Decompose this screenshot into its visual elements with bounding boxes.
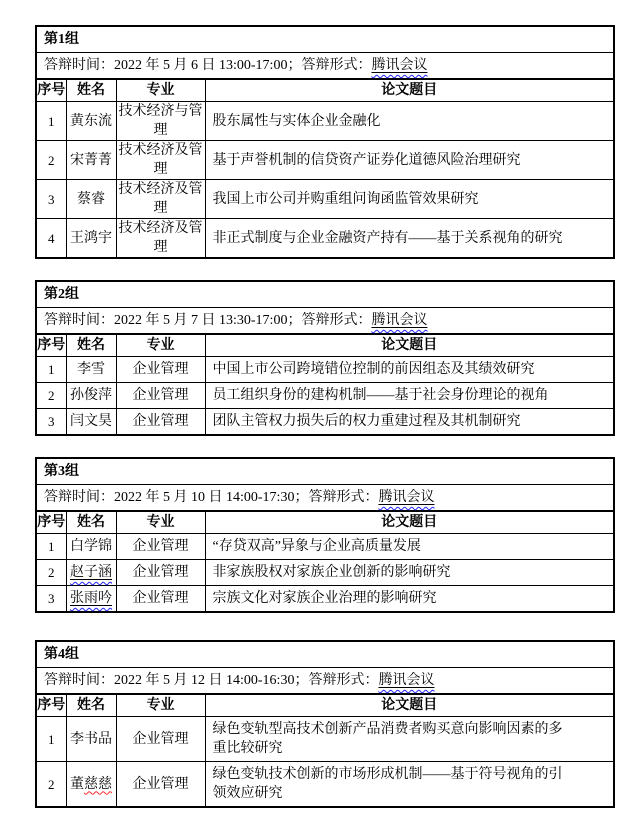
student-name-cell <box>66 180 116 219</box>
major-cell: 技术经济及管理 <box>116 180 205 219</box>
column-header-name: 姓名 <box>66 694 116 717</box>
row-number-cell: 1 <box>36 102 66 141</box>
group-2-table <box>35 280 615 436</box>
row-number-cell: 4 <box>36 219 66 259</box>
table-row <box>36 586 614 613</box>
column-header-row <box>36 511 614 534</box>
student-name: 董 <box>70 776 84 792</box>
defense-time-text: 答辩时间：2022 年 5 月 10 日 14:00-17:30；答辩形式： <box>44 490 379 505</box>
student-name-cell <box>66 383 116 409</box>
thesis-title-cell <box>205 409 614 436</box>
row-number-cell: 1 <box>36 534 66 560</box>
column-header-major: 专业 <box>116 694 205 717</box>
student-name-cell <box>66 219 116 259</box>
student-name: 黄东流 <box>70 113 112 129</box>
student-name-cell <box>66 141 116 180</box>
column-header-name: 姓名 <box>66 334 116 357</box>
column-header-thesis: 论文题目 <box>205 79 614 102</box>
defense-time-text: 答辩时间：2022 年 5 月 12 日 14:00-16:30；答辩形式： <box>44 673 379 688</box>
thesis-title-cell <box>205 219 614 259</box>
table-row <box>36 560 614 586</box>
table-row <box>36 762 614 808</box>
defense-time-row <box>36 485 614 512</box>
defense-time-row <box>36 668 614 695</box>
student-name: 慈慈 <box>84 776 112 792</box>
student-name-cell <box>66 560 116 586</box>
student-name-cell <box>66 534 116 560</box>
major-cell: 企业管理 <box>116 357 205 383</box>
column-header-major: 专业 <box>116 511 205 534</box>
group-title-row <box>36 281 614 308</box>
major-cell: 企业管理 <box>116 383 205 409</box>
column-header-row <box>36 694 614 717</box>
table-row <box>36 102 614 141</box>
thesis-title-cell <box>205 383 614 409</box>
defense-schedule-document <box>35 25 613 829</box>
defense-time-text: 答辩时间：2022 年 5 月 6 日 13:00-17:00；答辩形式： <box>44 58 372 73</box>
platform-link: 腾讯会议 <box>378 673 435 688</box>
platform-link: 腾讯会议 <box>371 58 428 73</box>
thesis-title: 绿色变轨型高技术创新产品消费者购买意向影响因素的多重比较研究 <box>212 722 563 756</box>
group-title-row <box>36 641 614 668</box>
group-title: 第4组 <box>36 641 614 668</box>
column-header-no: 序号 <box>36 79 66 102</box>
group-title: 第1组 <box>36 26 614 53</box>
student-name-cell <box>66 717 116 762</box>
column-header-name: 姓名 <box>66 79 116 102</box>
group-1-table <box>35 25 615 259</box>
table-row <box>36 141 614 180</box>
row-number-cell: 1 <box>36 357 66 383</box>
group-title-row <box>36 458 614 485</box>
student-name: 张雨吟 <box>70 591 112 606</box>
row-number-cell: 2 <box>36 141 66 180</box>
thesis-title-cell <box>205 560 614 586</box>
student-name: 王鸿宇 <box>70 230 112 246</box>
thesis-title: 基于声誉机制的信贷资产证券化道德风险治理研究 <box>212 152 521 168</box>
row-number-cell: 3 <box>36 409 66 436</box>
group-4-table <box>35 640 615 808</box>
thesis-title: 员工组织身份的建构机制——基于社会身份理论的视角 <box>212 388 549 403</box>
thesis-title-cell <box>205 102 614 141</box>
platform-link: 腾讯会议 <box>371 313 428 328</box>
group-3-table <box>35 457 615 613</box>
thesis-title-cell <box>205 357 614 383</box>
thesis-title: 非家族股权对家族企业创新的影响研究 <box>212 565 451 580</box>
student-name: 宋菁菁 <box>70 152 112 168</box>
defense-time <box>36 485 614 512</box>
major-cell: 企业管理 <box>116 717 205 762</box>
thesis-title: 宗族文化对家族企业治理的影响研究 <box>212 591 437 606</box>
thesis-title-cell <box>205 180 614 219</box>
major-cell: 企业管理 <box>116 586 205 613</box>
table-row <box>36 409 614 436</box>
student-name: 李书品 <box>70 731 112 747</box>
major-cell: 技术经济及管理 <box>116 141 205 180</box>
column-header-major: 专业 <box>116 334 205 357</box>
column-header-major: 专业 <box>116 79 205 102</box>
student-name-cell <box>66 357 116 383</box>
major-cell: 技术经济及管理 <box>116 219 205 259</box>
thesis-title-cell <box>205 762 614 808</box>
table-row <box>36 383 614 409</box>
thesis-title: 股东属性与实体企业金融化 <box>212 113 381 129</box>
column-header-no: 序号 <box>36 511 66 534</box>
defense-time-text: 答辩时间：2022 年 5 月 7 日 13:30-17:00；答辩形式： <box>44 313 372 328</box>
group-title: 第2组 <box>36 281 614 308</box>
thesis-title: 中国上市公司跨境错位控制的前因组态及其绩效研究 <box>212 362 535 377</box>
row-number-cell: 3 <box>36 180 66 219</box>
table-row <box>36 180 614 219</box>
group-title-row <box>36 26 614 53</box>
student-name: 孙俊萍 <box>70 388 112 403</box>
thesis-title: 我国上市公司并购重组问询函监管效果研究 <box>212 191 479 207</box>
column-header-thesis: 论文题目 <box>205 334 614 357</box>
column-header-thesis: 论文题目 <box>205 511 614 534</box>
student-name: 白学锦 <box>70 539 112 554</box>
column-header-name: 姓名 <box>66 511 116 534</box>
thesis-title-cell <box>205 717 614 762</box>
column-header-thesis: 论文题目 <box>205 694 614 717</box>
column-header-row <box>36 79 614 102</box>
group-title: 第3组 <box>36 458 614 485</box>
major-cell: 技术经济与管理 <box>116 102 205 141</box>
thesis-title: 团队主管权力损失后的权力重建过程及其机制研究 <box>212 414 521 429</box>
defense-time <box>36 308 614 335</box>
row-number-cell: 2 <box>36 383 66 409</box>
table-row <box>36 219 614 259</box>
defense-time <box>36 668 614 695</box>
student-name: 李雪 <box>77 362 105 377</box>
table-row <box>36 357 614 383</box>
student-name-cell <box>66 102 116 141</box>
column-header-no: 序号 <box>36 694 66 717</box>
student-name-cell <box>66 586 116 613</box>
thesis-title-cell <box>205 141 614 180</box>
thesis-title: “存贷双高”异象与企业高质量发展 <box>212 539 421 554</box>
student-name: 闫文昊 <box>70 414 112 429</box>
student-name-cell <box>66 762 116 808</box>
thesis-title: 绿色变轨技术创新的市场形成机制——基于符号视角的引领效应研究 <box>212 767 563 801</box>
student-name-cell <box>66 409 116 436</box>
major-cell: 企业管理 <box>116 560 205 586</box>
table-row <box>36 534 614 560</box>
row-number-cell: 2 <box>36 762 66 808</box>
student-name: 赵子涵 <box>70 565 112 580</box>
row-number-cell: 1 <box>36 717 66 762</box>
defense-time-row <box>36 53 614 80</box>
thesis-title-cell <box>205 586 614 613</box>
table-row <box>36 717 614 762</box>
platform-link: 腾讯会议 <box>378 490 435 505</box>
thesis-title-cell <box>205 534 614 560</box>
defense-time <box>36 53 614 80</box>
major-cell: 企业管理 <box>116 762 205 808</box>
row-number-cell: 2 <box>36 560 66 586</box>
column-header-no: 序号 <box>36 334 66 357</box>
thesis-title: 非正式制度与企业金融资产持有——基于关系视角的研究 <box>212 230 563 246</box>
major-cell: 企业管理 <box>116 409 205 436</box>
student-name: 蔡睿 <box>77 191 105 207</box>
major-cell: 企业管理 <box>116 534 205 560</box>
column-header-row <box>36 334 614 357</box>
row-number-cell: 3 <box>36 586 66 613</box>
defense-time-row <box>36 308 614 335</box>
